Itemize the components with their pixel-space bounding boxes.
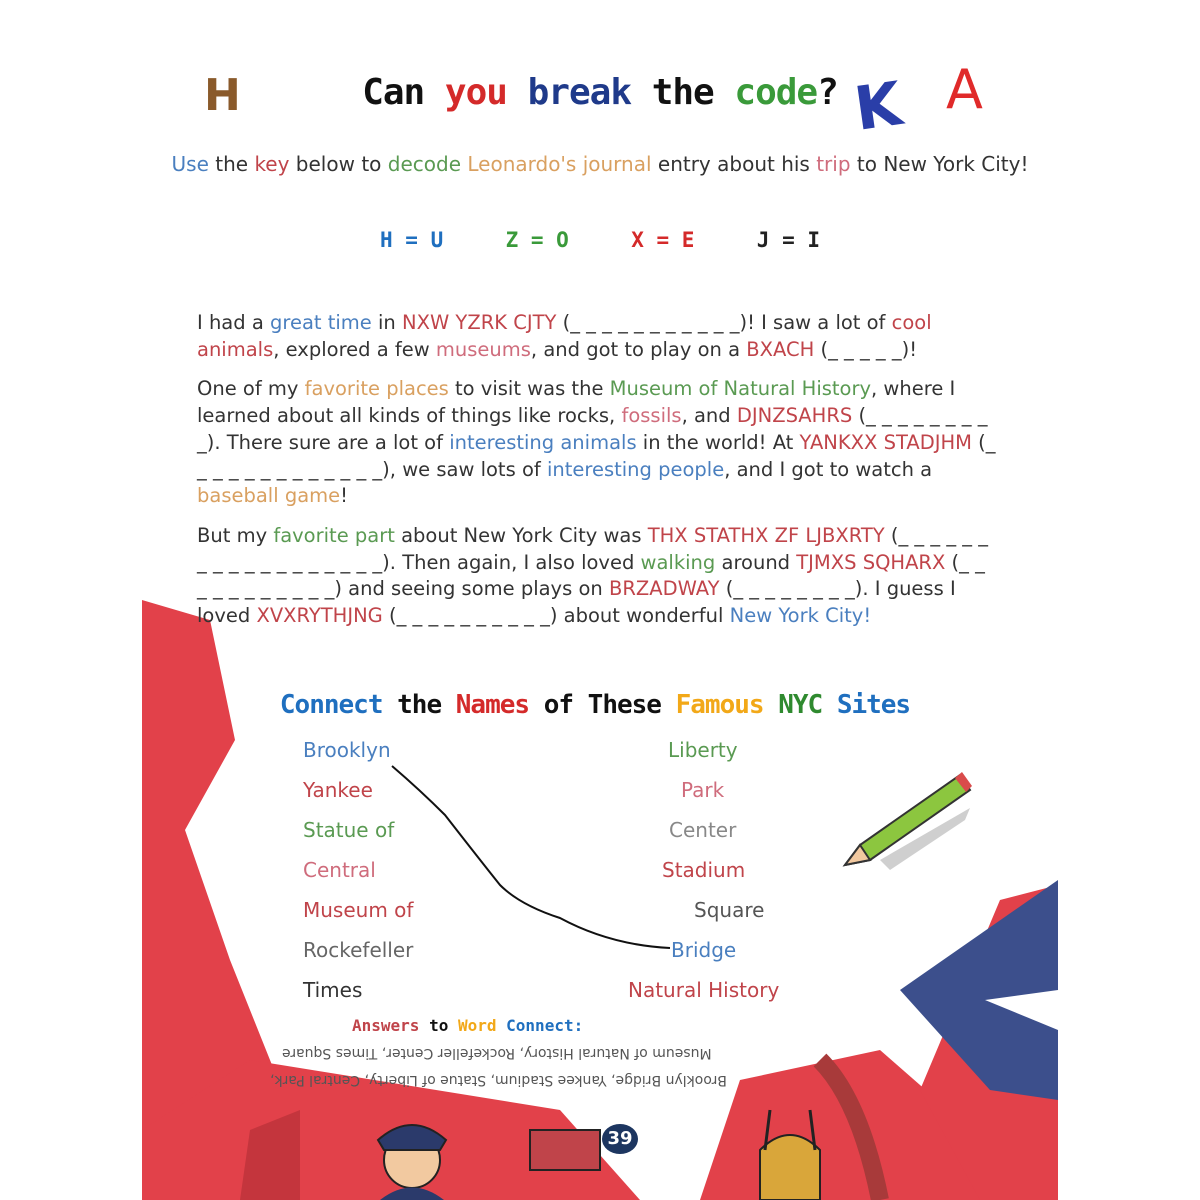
left-word[interactable]: Rockefeller bbox=[303, 938, 414, 962]
title-word: Sites bbox=[836, 690, 911, 720]
right-word[interactable]: Center bbox=[669, 818, 737, 842]
left-word[interactable]: Central bbox=[303, 858, 376, 882]
instructions bbox=[130, 152, 1070, 176]
key-pair: J = I bbox=[756, 228, 820, 252]
left-word[interactable]: Brooklyn bbox=[303, 738, 391, 762]
intro-part: to New York City! bbox=[850, 152, 1029, 176]
title-word: the bbox=[397, 690, 442, 720]
intro-part: decode bbox=[387, 152, 461, 176]
intro-part: below to bbox=[289, 152, 388, 176]
right-word[interactable]: Park bbox=[681, 778, 725, 802]
journal-paragraph: One of my favorite places to visit was the Museum of Natural History, where I learned about all kinds of things like rocks, fossils, and DJNZSAHRS (_ _ _ _ _ _ _ _ _). There sure are a lot of interesting animals in the world! At YANKXX STADJHM (_ _ _ _ _ _ _ _ _ _ _ _ _), we saw lots of interesting people, and I got to watch a baseball game! bbox=[197, 377, 996, 508]
title-word: NYC bbox=[778, 690, 823, 720]
page-number: 39 bbox=[602, 1124, 638, 1154]
title-word: Names bbox=[455, 690, 530, 720]
answers-line-1: Brooklyn Bridge, Yankee Stadium, Statue of Liberty, Central Park, bbox=[270, 1072, 727, 1088]
decode-key bbox=[380, 228, 820, 252]
left-word[interactable]: Times bbox=[303, 978, 363, 1002]
pencil-icon bbox=[845, 772, 972, 870]
letter-h-decoration: H bbox=[204, 70, 241, 121]
key-pair: Z = O bbox=[505, 228, 569, 252]
title-word: Famous bbox=[675, 690, 764, 720]
title-word: Can bbox=[362, 72, 425, 113]
connect-section-title bbox=[200, 690, 990, 720]
left-word[interactable]: Statue of bbox=[303, 818, 395, 842]
letter-a-decoration: A bbox=[946, 58, 983, 121]
title-word: the bbox=[651, 72, 714, 113]
page-title bbox=[300, 72, 900, 113]
right-word[interactable]: Natural History bbox=[628, 978, 780, 1002]
answers-line-2: Museum of Natural History, Rockefeller Center, Times Square bbox=[282, 1045, 712, 1061]
journal-paragraph: I had a great time in NXW YZRK CJTY (_ _ _ _ _ _ _ _ _ _ _)! I saw a lot of cool animals, explored a few museums, and got to play on a BXACH (_ _ _ _ _)! bbox=[197, 311, 932, 361]
key-pair: X = E bbox=[631, 228, 695, 252]
title-word: break bbox=[527, 72, 631, 113]
title-word: Connect bbox=[279, 690, 383, 720]
right-word[interactable]: Liberty bbox=[668, 738, 738, 762]
title-word: ? bbox=[817, 72, 838, 113]
right-word[interactable]: Bridge bbox=[671, 938, 737, 962]
left-word[interactable]: Museum of bbox=[303, 898, 414, 922]
intro-part: the bbox=[208, 152, 255, 176]
key-pair: H = U bbox=[380, 228, 444, 252]
intro-part: entry about his bbox=[651, 152, 817, 176]
intro-part: Leonardo's journal bbox=[461, 152, 652, 176]
title-word: code bbox=[734, 72, 818, 113]
left-word[interactable]: Yankee bbox=[303, 778, 373, 802]
blue-star-shape bbox=[900, 880, 1058, 1100]
intro-part: Use bbox=[171, 152, 209, 176]
right-word[interactable]: Stadium bbox=[662, 858, 746, 882]
right-word[interactable]: Square bbox=[694, 898, 765, 922]
intro-part: trip bbox=[816, 152, 851, 176]
journal-paragraph: But my favorite part about New York City was THX STATHX ZF LJBXRTY (_ _ _ _ _ _ _ _ _ _ _ _ _ _ _ _ _ _). Then again, I also loved walking around TJMXS SQHARX (_ _ _ _ _ _ _ _ _ _ _) and seeing some plays on BRZADWAY (_ _ _ _ _ _ _ _). I guess I loved XVXRYTHJNG (_ _ _ _ _ _ _ _ _ _) about wonderful New York City! bbox=[197, 523, 988, 628]
connection-line bbox=[392, 766, 670, 948]
title-word: These bbox=[587, 690, 661, 720]
journal-entry bbox=[197, 310, 997, 643]
intro-part: key bbox=[254, 152, 290, 176]
answers-heading: Answers to Word Connect: bbox=[352, 1016, 584, 1035]
title-word: you bbox=[444, 72, 507, 113]
title-word: of bbox=[543, 690, 574, 720]
letter-k-decoration: K bbox=[850, 69, 907, 145]
